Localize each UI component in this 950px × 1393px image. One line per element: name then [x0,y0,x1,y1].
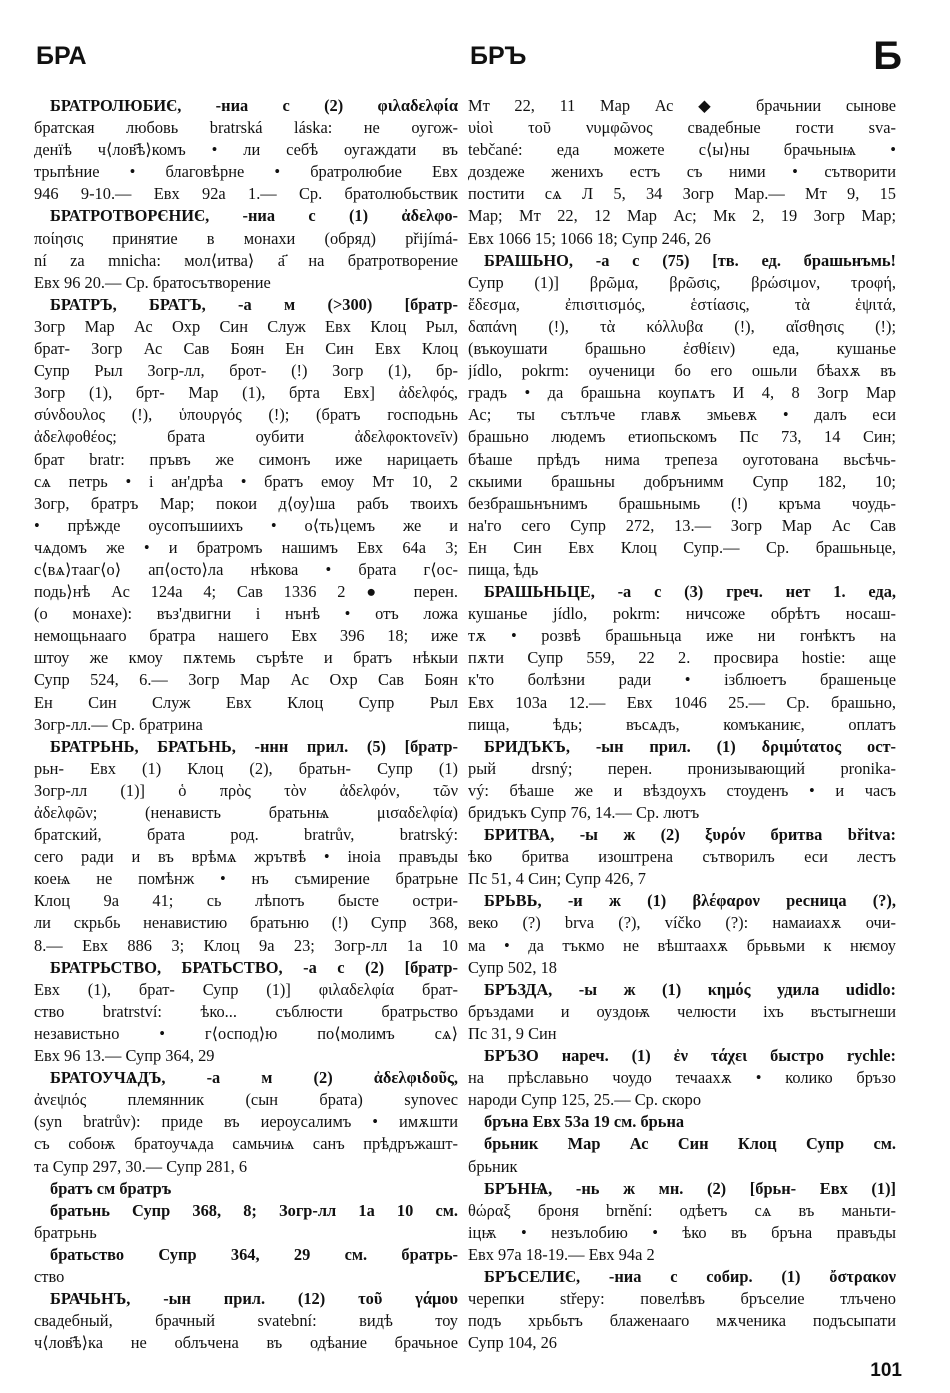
text-line: постити сѧ Л 5, 34 Зогр Мар.— Мт 9, 15 [468,184,896,204]
entry-line: братьство Супр 364, 29 см. братрь- [50,1244,458,1264]
text-line: штоу же кмоу пѫтемь сърѣте и братъ нѣкыи [34,648,458,668]
text-line: υἱοὶ τοῦ νυμφῶνος свадебные гости sva- [468,118,896,138]
text-line: Евх 103а 12.— Евх 1046 25.— Ср. брашьно, [468,692,896,712]
text-line: Зогр (1), брт- Мар (1), брта Евх] ἀδελφός, [34,383,458,403]
text-line: δαπάνη (!), τὰ κόλλυβα (!), αἴσθησις (!); [468,316,896,336]
text-line: сего ради и въ врѣмѧ жрътвѣ • іноіа правъды [34,847,458,867]
text-line: ποίησις принятие в монахи (обряд) přijímá- [34,228,458,248]
text-line: рый drsný; перен. пронизывающий pronika- [468,758,896,778]
text-line: Зогр-лл.— Ср. братрина [34,714,203,734]
page-number: 101 [870,1360,902,1381]
text-line: Зогр Мар Ас Охр Син Служ Евх Клоц Рыл, [34,316,458,336]
text-line: независтьно • г⟨оспод⟩ю по⟨молимъ сѧ⟩ [34,1023,458,1043]
text-line: подъ хрьбьтъ блаженааго мѫченика подъсыпати [468,1311,896,1331]
text-line: Супр (1)] βρῶμα, βρῶσις, βρώσιμον, τροφή, [468,272,896,292]
text-line: тѫ • розвѣ брашьньца иже ни гонѣктъ на [468,626,896,646]
text-line: скыими брашьны добрънимм Супр 182, 10; [468,471,896,491]
text-line: пища, ѣдь [468,559,539,579]
entry-line: БРАЧЬНЪ, -ын прил. (12) τοῦ γάμου [50,1289,458,1309]
text-line: братрьнь [34,1222,97,1242]
entry-line: БРАТОУЧѦДЪ, -а м (2) ἀδελφιδοῦς, [50,1068,458,1088]
entry-line: БРИТВА, -ы ж (2) ξυρόν бритва břitva: [484,825,896,845]
entry-line: БРЪСЕЛИЄ, -ниа с собир. (1) ὄστρακον [484,1266,896,1286]
text-line: градъ • да брашьна коупѧтъ И 4, 8 Зогр Мар [468,383,896,403]
entry-line: БРАТРЬСТВО, БРАТЬСТВО, -а с (2) [братр- [50,957,458,977]
text-line: чѧдомъ же • и братромъ нашимъ Евх 64а 3; [34,537,458,557]
text-line: пѫти Супр 559, 22 2. просвира hostie: аще [468,648,896,668]
entry-line: БРЬВЬ, -и ж (1) βλέφαρον ресница (?), [484,891,896,911]
text-line: Пс 51, 4 Син; Супр 426, 7 [468,869,646,889]
text-line: на'го сего Супр 272, 13.— Зогр Мар Ас Сав [468,515,896,535]
text-line: σύνδουλος (!), ὑπουργός (!); (братъ господьнь [34,405,458,425]
entry-line: брьник Мар Ас Син Клоц Супр см. [484,1134,896,1154]
text-line: jídlo, pokrm: оученици бо его ошьли бѣахѫ въ [468,361,896,381]
text-line: бридъкъ Супр 76, 14.— Ср. лютъ [468,803,700,822]
text-line: Зогр-лл (1)] ὁ πρὸς τὸν ἀδελφόν, τῶν [34,780,458,800]
text-line: θώραξ броня brnění: одѣетъ сѧ въ маньти- [468,1200,896,1220]
text-line: ма • да тъкмо не вѣштаахѫ брьвьми к нѥмоу [468,935,896,955]
text-line: Евх 97а 18-19.— Евх 94а 2 [468,1244,655,1264]
text-line: народи Супр 125, 25.— Ср. скоро [468,1090,702,1110]
text-line: ní za mnicha: мол⟨итва⟩ а҃ на братротворение [34,250,458,270]
entry-line: БРАТРЬНЬ, БРАТЬНЬ, -ннн прил. (5) [братр- [50,736,458,756]
text-line: Супр Рыл Зогр-лл, брот- (!) Зогр (1), бр- [34,361,458,381]
text-line: • прѣжде оусопъшиихъ • о⟨ть⟩цемъ же и [34,515,458,535]
text-line: іцѭ • незълобию • ѣко въ бръна правъды [468,1222,896,1242]
text-line: немощьнааго братра нашего Евх 396 18; иже [34,626,458,646]
right-column [468,95,896,1354]
text-line: ἔδεσμα, ἐπισιτισμός, ἑστίασις, τὰ ἑψιτά, [468,294,896,314]
text-line: веко (?) brva (?), víčko (?): намаиахѫ очи- [468,913,896,933]
text-line: коеѩ не помѣнж • нъ съмирение братрьне [34,869,458,889]
text-line: доздеже женихъ естъ съ ними • сътворити [468,162,896,182]
text-line: безбрашьнънимъ брашьнымь (!) кръма чоудь- [468,493,896,513]
section-letter: Б [873,34,902,78]
text-line: (о монахе): въз'двигни і нънѣ • отъ ложа [34,604,458,624]
text-line: ἀδελφοθέος; брата оубити ἀδελφοκτονεῖν) [34,427,458,447]
text-line: vý: бѣаше же и вѣздоухъ стоуденъ • и часъ [468,780,896,800]
text-line: Пс 31, 9 Син [468,1023,557,1043]
text-line: (въкоушати брашьно ἐσθίειν) еда, кушанье [468,339,896,359]
text-line: Зогр, братръ Мар; покои д⟨оу⟩ша рабъ твоихъ [34,493,458,513]
text-line: Евх 1066 15; 1066 18; Супр 246, 26 [468,228,711,248]
entry-line: бръна Евх 53а 19 см. брьна [484,1112,685,1132]
text-line: ἀδελφῶν; (ненависть братьнѩ μισαδελφία) [34,803,458,822]
text-line: Супр 502, 18 [468,957,557,977]
text-line: Ас; ты сътлъче главѫ змьевѫ • далъ еси [468,405,896,425]
text-line: с⟨вѧ⟩тааг⟨о⟩ ап⟨осто⟩ла нѣкова • брата г⟨ос- [34,559,458,579]
text-line: Евх (1), брат- Супр (1)] φιλαδελφία брат- [34,979,458,999]
text-line: бръздами и оуздоѭ челюсти іхъ въстыгнеши [468,1001,896,1021]
text-line: на прѣславьно чоудо течаахѫ • колико бръзо [468,1068,896,1088]
text-line: рьн- Евх (1) Клоц (2), братьн- Супр (1) [34,758,458,778]
text-line: tebčané: еда можете с⟨ы⟩ны брачьныѩ • [468,140,896,160]
running-head-center: БРЪ [470,42,527,70]
entry-line: БРАШЬНЬЦЕ, -а с (3) греч. нет 1. еда, [484,582,896,602]
text-line: бѣаше прѣдъ нима трепеза оуготована вьсѣчь- [468,449,896,469]
text-line: съ собоѭ братоучѧда самьчиѩ санъ прѣдръжашт- [34,1134,458,1154]
text-line: денїѣ ч⟨лов҃ѣ⟩комъ • ли себѣ оугаждати въ [34,140,458,160]
entry-line: БРАШЬНО, -а с (75) [тв. ед. брашьнъмь! [484,250,896,270]
left-column [34,95,458,1354]
text-line: ство [34,1266,65,1286]
entry-line: БРИДЪКЪ, -ын прил. (1) δριμύτατος ост- [484,736,896,756]
text-line: Супр 524, 6.— Зогр Мар Ас Охр Сав Боян [34,670,458,690]
running-head-left: БРА [36,42,87,70]
text-line: та Супр 297, 30.— Супр 281, 6 [34,1156,248,1176]
text-line: трьпѣние • благовѣрне • братролюбие Евх [34,162,458,182]
text-line: брат bratr: пръвъ же симонъ иже нарицаеть [34,449,458,469]
text-line: Ен Син Евх Клоц Супр.— Ср. брашьньце, [468,537,896,557]
text-line: брашьно людемъ етиопьскомъ Пс 73, 14 Син; [468,427,896,447]
text-line: подь⟩нѣ Ас 124а 4; Сав 1336 2 ● перен. [34,582,458,602]
entry-line: братъ см братръ [50,1178,172,1198]
text-line: Мар; Мт 22, 12 Мар Ас; Мк 2, 19 Зогр Мар; [468,206,896,226]
text-line: ἀνεψιός племянник (сын брата) synovec [34,1090,458,1110]
text-line: Клоц 9а 41; сь лѣпотъ бысте остри- [34,891,458,911]
text-line: братская любовь bratrská láska: не оугож- [34,118,458,138]
entry-line: БРАТРОЛЮБИЄ, -ниа с (2) φιλαδελφία [50,96,458,115]
text-line: кушанье jídlo, pokrm: ничсоже обрѣтъ носаш- [468,604,896,624]
text-line: пища, ѣдь; въсѧдъ, комъканиѥ, оплатъ [468,714,896,734]
text-line: ч⟨лов҃ѣ⟩ка не облъчена въ одѣание брачьное [34,1333,458,1353]
entry-line: БРАТРЪ, БРАТЪ, -а м (>300) [братр- [50,294,458,314]
text-line: черепки střepy: повелѣвъ бръселие тлъчено [468,1289,896,1309]
entry-line: БРЪНѨ, -нь ж мн. (2) [брьн- Евх (1)] [484,1178,896,1198]
text-line: Мт 22, 11 Мар Ас ◆ брачьнии сынове [468,96,896,115]
text-line: Супр 104, 26 [468,1333,557,1353]
text-line: ѣко бритва изоштрена сътворилъ еси лестъ [468,847,896,867]
text-line: ли скрьбь ненавистию братьню (!) Супр 368, [34,913,458,933]
entry-line: братьнь Супр 368, 8; Зогр-лл 1а 10 см. [50,1200,458,1220]
text-line: Ен Син Служ Евх Клоц Супр Рыл [34,692,458,712]
text-line: 8.— Евх 886 3; Клоц 9а 23; Зогр-лл 1а 10 [34,935,458,955]
text-line: 946 9-10.— Евх 92а 1.— Ср. братолюбьствик [34,184,458,204]
text-line: ство bratrství: ѣко... съблюсти братрьство [34,1001,458,1021]
text-line: сѧ петрь • і ан'дрѣа • братъ емоу Мт 10, 2 [34,471,458,491]
text-line: к'то болѣзни ради • ізблюетъ брашеньце [468,670,896,690]
text-line: Евх 96 20.— Ср. братосътворение [34,272,271,292]
text-line: брат- Зогр Ас Сав Боян Ен Син Евх Клоц [34,339,458,359]
entry-line: БРАТРОТВОРЄНИЄ, -ниа с (1) ἀδελφο- [50,206,458,226]
entry-line: БРЪЗО нареч. (1) ἐν τάχει быстро rychle: [484,1046,896,1066]
text-line: Евх 96 13.— Супр 364, 29 [34,1046,215,1066]
text-line: братский, брата род. bratrův, bratrský: [34,825,458,845]
text-line: брьник [468,1156,518,1176]
text-line: свадебный, брачный svatební: видѣ тоу [34,1311,458,1331]
entry-line: БРЪЗДА, -ы ж (1) κημός удила udidlo: [484,979,896,999]
text-line: (syn bratrův): приде въ иероусалимъ • имѫшти [34,1112,458,1132]
